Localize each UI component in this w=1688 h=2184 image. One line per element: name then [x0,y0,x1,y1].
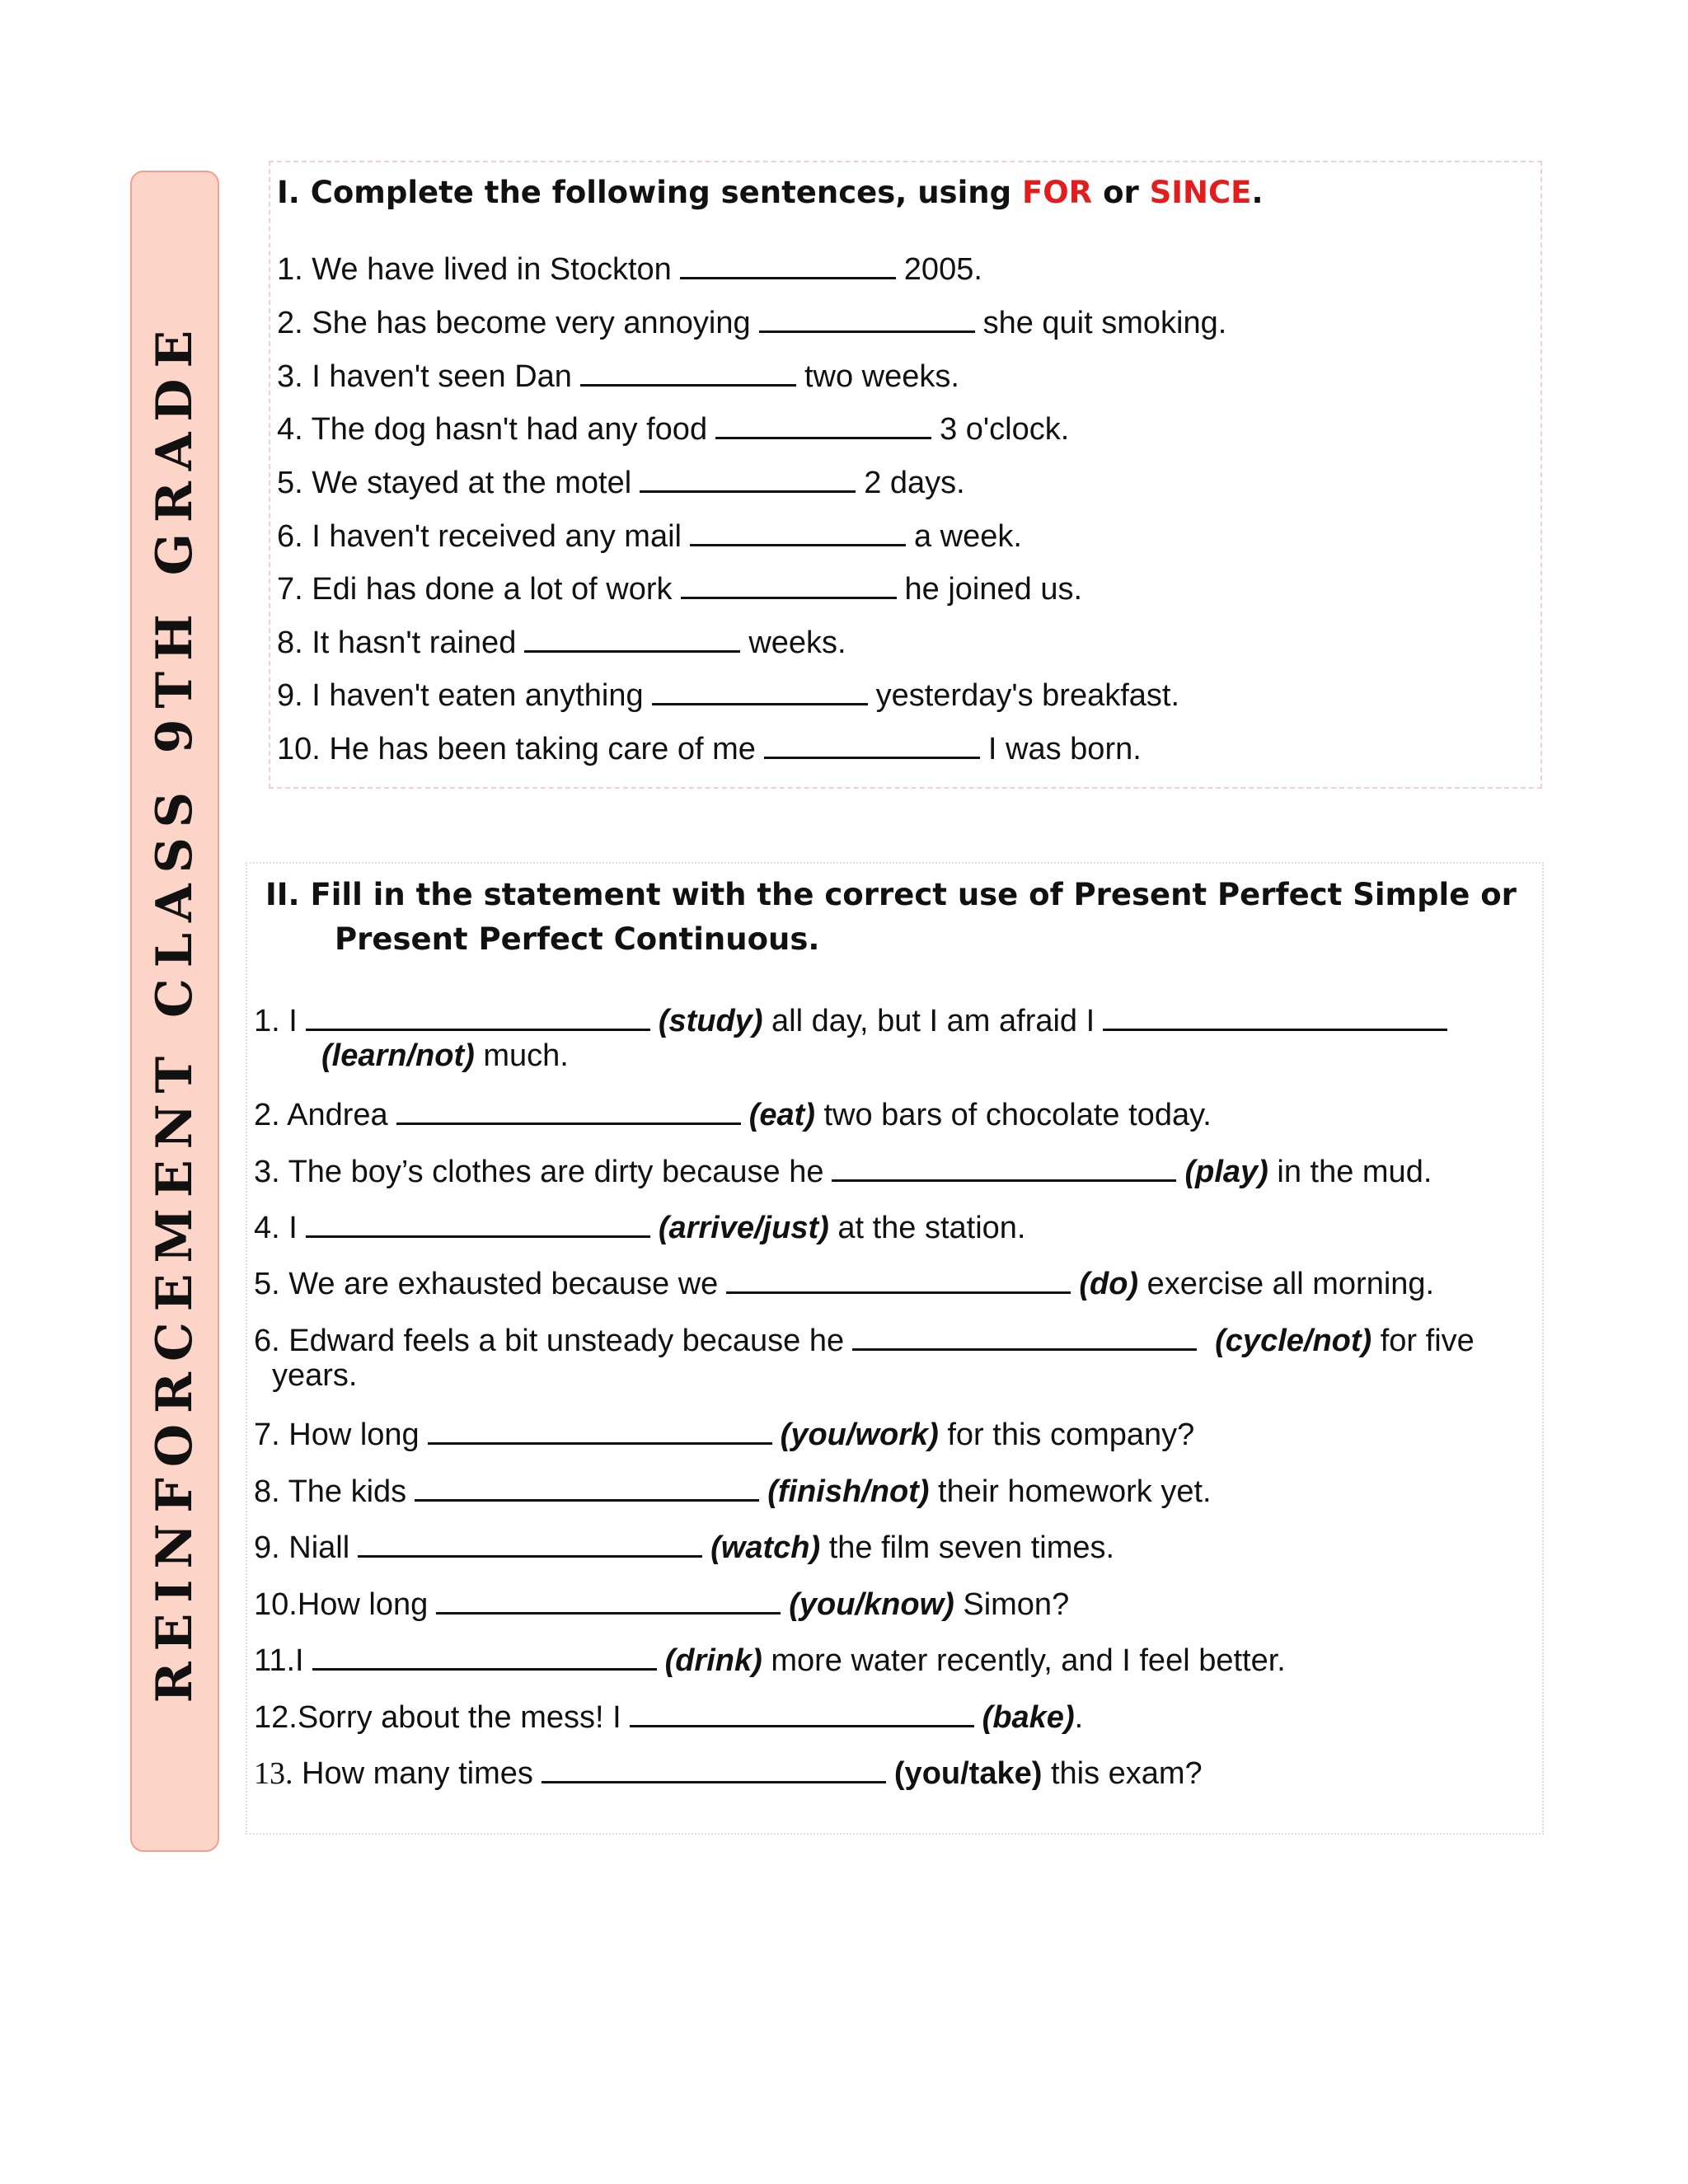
section-2-heading-line-2: Present Perfect Continuous. [335,921,820,957]
answer-blank[interactable] [542,1753,886,1783]
s2-item-8: 8. The kids (finish/not) their homework yet. [254,1471,1212,1510]
side-banner [130,171,219,1852]
answer-blank[interactable] [681,569,897,599]
answer-blank[interactable] [690,516,906,546]
s2-item-5: 5. We are exhausted because we (do) exercise all morning. [254,1263,1434,1302]
s2-item-10: 10.How long (you/know) Simon? [254,1584,1069,1623]
heading-period: . [1251,175,1264,210]
s1-item-4: 4. The dog hasn't had any food 3 o'clock. [277,409,1069,448]
answer-blank[interactable] [524,622,740,653]
answer-blank[interactable] [726,1263,1071,1294]
s2-item-2: 2. Andrea (eat) two bars of chocolate today. [254,1094,1212,1133]
s2-item-7: 7. How long (you/work) for this company? [254,1414,1194,1453]
answer-blank[interactable] [832,1151,1176,1182]
s1-item-7: 7. Edi has done a lot of work he joined us. [277,569,1082,607]
answer-blank[interactable] [852,1320,1197,1351]
section-1-heading [277,175,1264,210]
heading-text: I. Complete the following sentences, using [277,175,1022,210]
answer-blank[interactable] [715,409,931,439]
s1-item-6: 6. I haven't received any mail a week. [277,516,1022,555]
s1-item-3: 3. I haven't seen Dan two weeks. [277,356,959,395]
s2-item-4: 4. I (arrive/just) at the station. [254,1207,1026,1246]
s1-item-9: 9. I haven't eaten anything yesterday's breakfast. [277,675,1179,714]
section-2-heading-line-1: II. Fill in the statement with the correct use of Present Perfect Simple or [265,877,1517,912]
answer-blank[interactable] [436,1584,781,1615]
for-keyword: FOR [1021,175,1093,210]
answer-blank[interactable] [415,1471,759,1502]
answer-blank[interactable] [396,1094,741,1125]
s1-item-5: 5. We stayed at the motel 2 days. [277,462,965,501]
s1-item-2: 2. She has become very annoying she quit smoking. [277,302,1226,341]
s2-item-3: 3. The boy’s clothes are dirty because he (play) in the mud. [254,1151,1432,1190]
answer-blank[interactable] [630,1697,974,1727]
s2-item-1: 1. I (study) all day, but I am afraid I [254,1001,1456,1039]
answer-blank[interactable] [306,1001,650,1031]
answer-blank[interactable] [306,1207,650,1238]
answer-blank[interactable] [312,1640,657,1671]
answer-blank[interactable] [680,249,896,279]
s2-item-6-cont: years. [272,1358,358,1393]
s1-item-8: 8. It hasn't rained weeks. [277,622,846,661]
s2-item-13: 13. How many times (you/take) this exam? [254,1753,1203,1792]
or-word: or [1092,175,1150,210]
answer-blank[interactable] [759,302,975,333]
since-keyword: SINCE [1149,175,1252,210]
s2-item-12: 12.Sorry about the mess! I (bake). [254,1697,1083,1736]
s2-item-11: 11.I (drink) more water recently, and I feel better. [254,1640,1286,1679]
s1-item-1: 1. We have lived in Stockton 2005. [277,249,982,288]
answer-blank[interactable] [428,1414,772,1445]
answer-blank[interactable] [1103,1001,1447,1031]
answer-blank[interactable] [640,462,856,493]
s2-item-1-cont: (learn/not) much. [321,1038,569,1073]
s2-item-9: 9. Niall (watch) the film seven times. [254,1527,1114,1566]
answer-blank[interactable] [652,675,868,705]
answer-blank[interactable] [580,356,796,387]
banner-text: REINFORCEMENT CLASS 9TH GRADE [146,319,204,1704]
answer-blank[interactable] [358,1527,702,1558]
s2-item-6: 6. Edward feels a bit unsteady because he (cycle/not) for five [254,1320,1475,1359]
answer-blank[interactable] [764,729,980,759]
s1-item-10: 10. He has been taking care of me I was born. [277,729,1142,767]
